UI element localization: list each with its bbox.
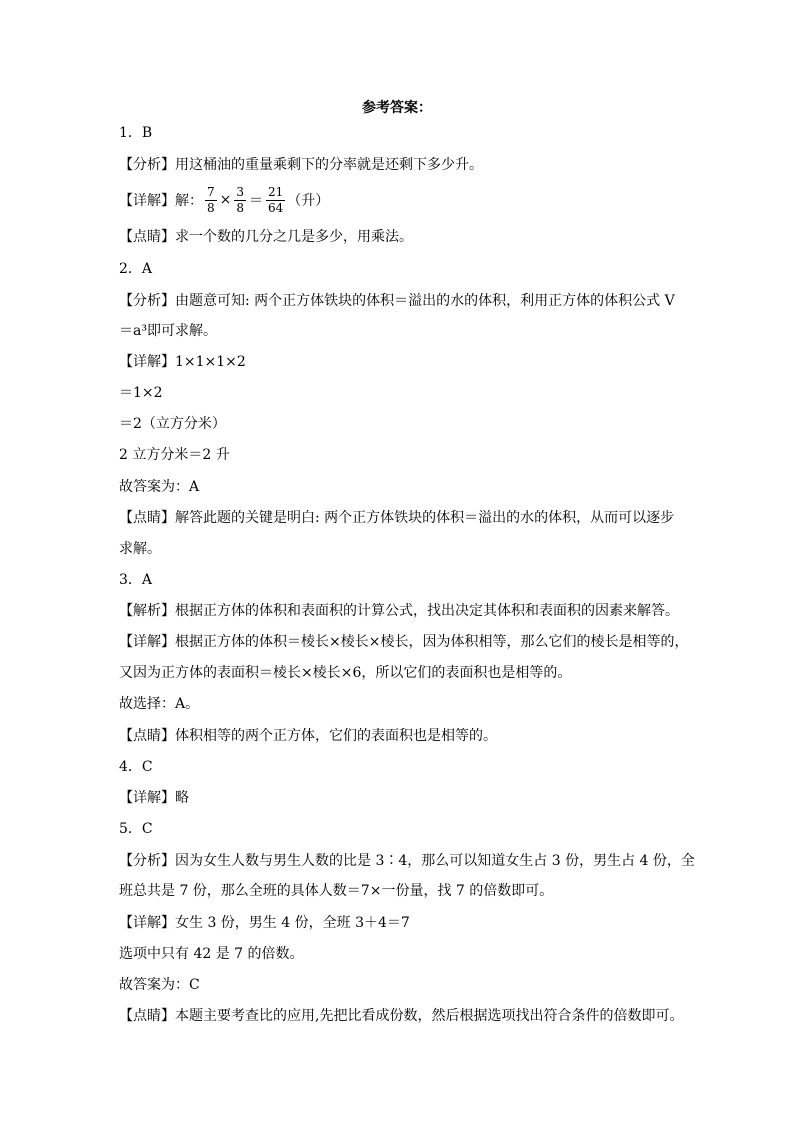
q1-detail-formula xyxy=(119,180,329,220)
q5-detail: 【详解】女生 3 份，男生 4 份，全班 3＋4＝7 xyxy=(119,915,410,931)
q3-answer: 3．A xyxy=(119,572,153,588)
fraction-denominator: 8 xyxy=(236,200,245,215)
equals-sign: ＝ xyxy=(249,193,264,209)
q5-detail-line2: 选项中只有 42 是 7 的倍数。 xyxy=(119,946,304,962)
q3-detail-line1: 【详解】根据正方体的体积＝棱长×棱长×棱长，因为体积相等，那么它们的棱长是相等的， xyxy=(119,634,689,650)
fraction-three-eighths xyxy=(234,185,246,216)
fraction-denominator: 8 xyxy=(207,200,215,215)
q2-analysis-line2: ＝a³即可求解。 xyxy=(119,323,217,339)
q5-analysis-line1: 【分析】因为女生人数与男生人数的比是 3∶4，那么可以知道女生占 3 份，男生占 4 份，全 xyxy=(119,853,695,869)
times-sign: × xyxy=(219,192,232,208)
q5-analysis-line2: 班总共是 7 份，那么全班的具体人数＝7×一份量，找 7 的倍数即可。 xyxy=(119,883,554,899)
fraction-result xyxy=(266,185,285,216)
q3-final-answer: 故选择：A。 xyxy=(119,696,200,712)
q5-answer: 5．C xyxy=(119,821,153,837)
fraction-numerator: 21 xyxy=(268,184,284,199)
fraction-seven-eighths xyxy=(205,185,217,216)
page-title: 参考答案： xyxy=(362,100,432,116)
q4-answer: 4．C xyxy=(119,759,153,775)
q3-detail-line2: 又因为正方体的表面积＝棱长×棱长×6，所以它们的表面积也是相等的。 xyxy=(119,665,572,681)
q1-answer: 1．B xyxy=(119,125,153,141)
q2-final-answer: 故答案为：A xyxy=(119,479,200,495)
q2-detail-line2: ＝1×2 xyxy=(119,385,163,401)
fraction-numerator: 3 xyxy=(236,184,245,199)
q1-detail-prefix: 【详解】解： xyxy=(119,193,203,209)
q3-analysis: 【解析】根据正方体的体积和表面积的计算公式，找出决定其体积和表面积的因素来解答。 xyxy=(119,603,679,619)
fraction-numerator: 7 xyxy=(207,184,215,199)
q2-comment-line2: 求解。 xyxy=(119,541,161,557)
unit-label: （升） xyxy=(287,193,330,209)
q3-comment: 【点睛】体积相等的两个正方体，它们的表面积也是相等的。 xyxy=(119,728,497,744)
q2-analysis-line1: 【分析】由题意可知: 两个正方体铁块的体积＝溢出的水的体积，利用正方体的体积公式 V xyxy=(119,293,675,309)
q2-detail-line1: 【详解】1×1×1×2 xyxy=(119,354,246,370)
q2-answer: 2．A xyxy=(119,261,153,277)
q5-comment: 【点睛】本题主要考查比的应用,先把比看成份数，然后根据选项找出符合条件的倍数即可。 xyxy=(119,1008,684,1024)
q1-analysis: 【分析】用这桶油的重量乘剩下的分率就是还剩下多少升。 xyxy=(119,157,483,173)
q1-comment: 【点睛】求一个数的几分之几是多少，用乘法。 xyxy=(119,229,413,245)
fraction-denominator: 64 xyxy=(268,200,284,215)
q5-final-answer: 故答案为：C xyxy=(119,977,200,993)
q2-comment-line1: 【点睛】解答此题的关键是明白: 两个正方体铁块的体积＝溢出的水的体积，从而可以逐步 xyxy=(119,510,675,526)
q4-detail: 【详解】略 xyxy=(119,790,189,806)
q2-detail-line3: ＝2（立方分米） xyxy=(119,416,226,432)
q2-detail-line4: 2 立方分米＝2 升 xyxy=(119,447,230,463)
